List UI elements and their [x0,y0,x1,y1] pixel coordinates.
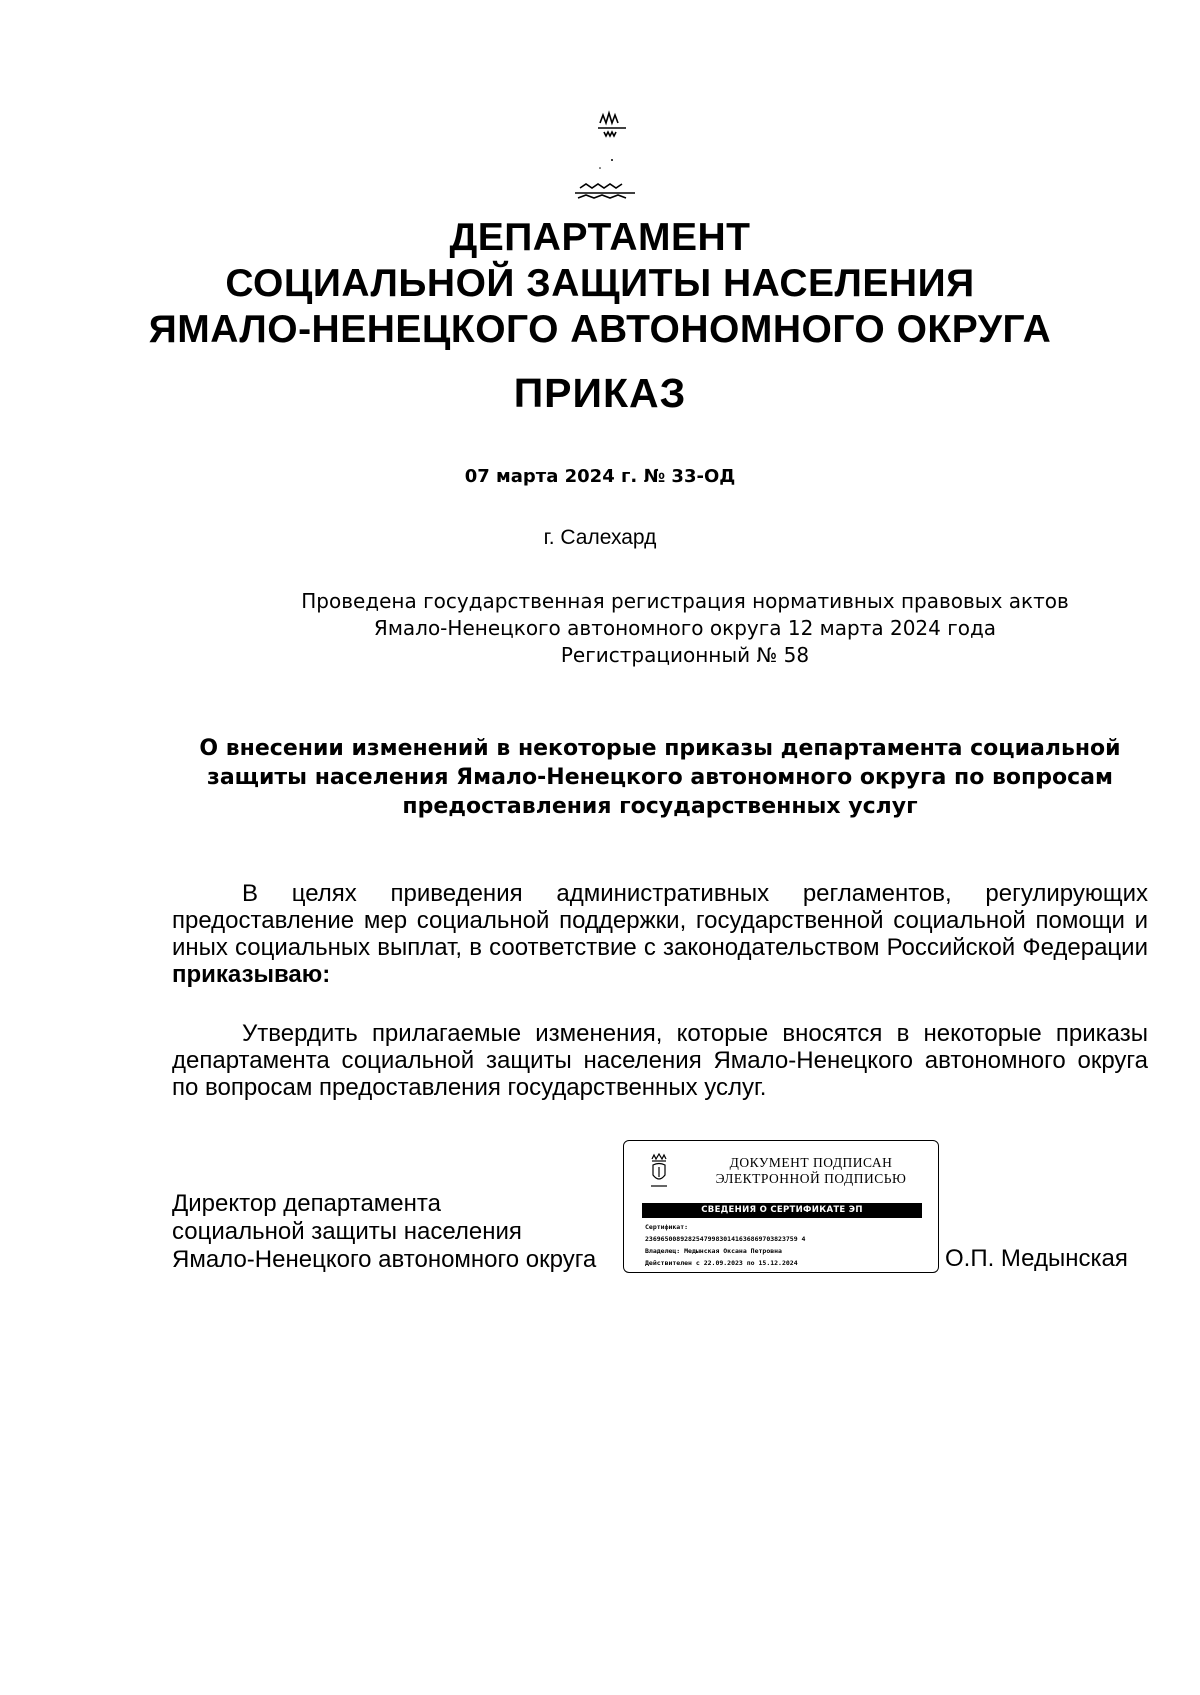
paragraph-1-text: В целях приведения административных регламентов, регулирующих предоставление мер социальной поддержки, государственной социальной помощи и иных социальных выплат, в соответствие с законодательством Российской Федерации [172,880,1148,961]
position-line-2: социальной защиты населения [172,1218,522,1245]
stamp-certificate-bar: СВЕДЕНИЯ О СЕРТИФИКАТЕ ЭП [642,1203,922,1218]
registration-line-1: Проведена государственная регистрация нормативных правовых актов [301,589,1069,613]
stamp-emblem-icon [648,1153,670,1189]
registration-line-3: Регистрационный № 58 [560,643,810,667]
city-line: г. Салехард [543,526,657,549]
stamp-title-line-1: ДОКУМЕНТ ПОДПИСАН [729,1155,893,1170]
document-subject [0,734,1200,821]
subject-line-2: защиты населения Ямало-Ненецкого автономного округа по вопросам [207,765,1113,790]
coat-of-arms-emblem [560,108,710,208]
stamp-title [696,1155,926,1187]
stamp-title-line-2: ЭЛЕКТРОННОЙ ПОДПИСЬЮ [715,1171,907,1186]
certificate-number: 236965008928254799830141636869703823759 4 [645,1235,806,1243]
certificate-label: Сертификат: [645,1223,689,1231]
registration-note [0,588,1200,669]
stamp-certificate-details [645,1221,805,1269]
department-line-3: ЯМАЛО-НЕНЕЦКОГО АВТОНОМНОГО ОКРУГА [148,308,1052,351]
certificate-owner: Владелец: Медынская Оксана Петровна [645,1247,782,1255]
registration-line-2: Ямало-Ненецкого автономного округа 12 марта 2024 года [373,616,997,640]
signatory-position [172,1190,596,1274]
body-paragraph-2 [172,1020,1148,1101]
electronic-signature-stamp [623,1140,939,1273]
body-paragraph-1 [172,880,1148,988]
date-and-number: 07 марта 2024 г. № 33-ОД [464,466,736,487]
paragraph-1-command: приказываю: [172,961,331,988]
subject-line-3: предоставления государственных услуг [402,794,918,819]
document-type-title: ПРИКАЗ [513,370,687,416]
department-line-1: ДЕПАРТАМЕНТ [449,216,751,259]
department-heading [0,215,1200,353]
certificate-validity: Действителен с 22.09.2023 по 15.12.2024 [645,1259,798,1267]
position-line-1: Директор департамента [172,1190,441,1217]
signatory-name: О.П. Медынская [945,1245,1128,1272]
position-line-3: Ямало-Ненецкого автономного округа [172,1246,597,1273]
subject-line-1: О внесении изменений в некоторые приказы департамента социальной [199,736,1121,761]
department-line-2: СОЦИАЛЬНОЙ ЗАЩИТЫ НАСЕЛЕНИЯ [225,262,975,305]
paragraph-2-text: Утвердить прилагаемые изменения, которые вносятся в некоторые приказы департамента социальной защиты населения Ямало-Ненецкого автономного округа по вопросам предоставления государственных услуг. [172,1020,1148,1101]
